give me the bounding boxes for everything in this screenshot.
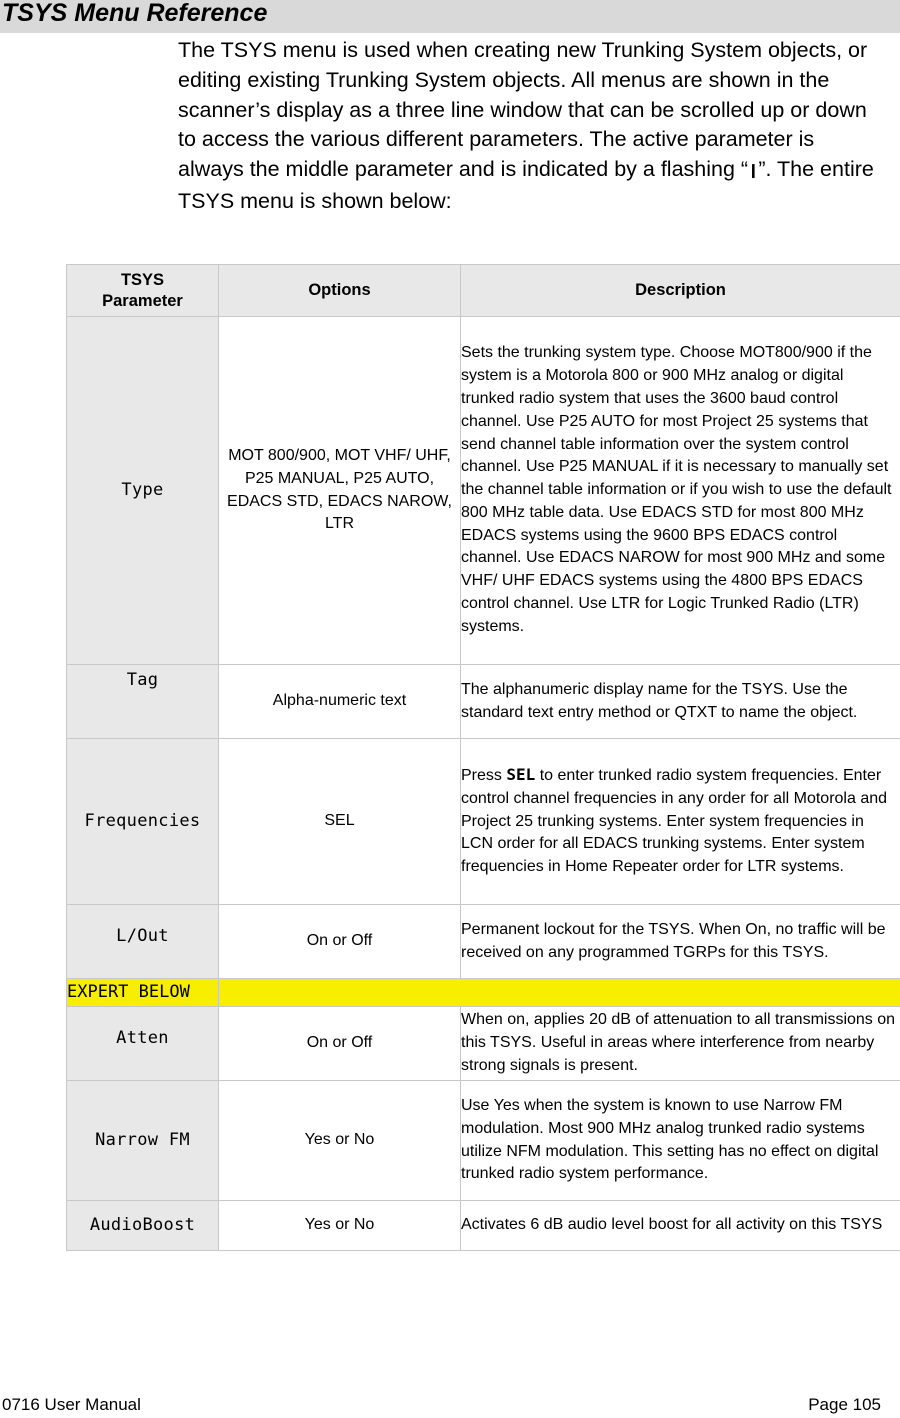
tsys-reference-table xyxy=(66,264,900,1251)
param-audioboost: AudioBoost xyxy=(67,1201,219,1251)
table-row-narrow-fm xyxy=(67,1081,900,1201)
expert-below-row xyxy=(67,979,900,1007)
options-audioboost: Yes or No xyxy=(219,1201,461,1251)
header-description: Description xyxy=(461,265,900,317)
footer-page-number: Page 105 xyxy=(808,1395,881,1414)
table-row-frequencies xyxy=(67,739,900,905)
description-audioboost: Activates 6 dB audio level boost for all activity on this TSYS xyxy=(461,1201,900,1251)
param-frequencies: Frequencies xyxy=(67,739,219,905)
flashing-cursor-icon: ❙ xyxy=(748,161,759,182)
options-atten: On or Off xyxy=(219,1007,461,1081)
table-row-audioboost xyxy=(67,1201,900,1251)
description-frequencies xyxy=(461,739,900,905)
description-press: Press xyxy=(461,767,507,784)
intro-paragraph xyxy=(178,36,878,217)
options-frequencies: SEL xyxy=(219,739,461,905)
sel-key-label: SEL xyxy=(506,765,536,784)
param-type: Type xyxy=(67,317,219,665)
section-title: TSYS Menu Reference xyxy=(2,0,268,27)
table-row-lockout xyxy=(67,905,900,979)
table-row-tag xyxy=(67,665,900,739)
options-type: MOT 800/900, MOT VHF/ UHF, P25 MANUAL, P25 AUTO, EDACS STD, EDACS NAROW, LTR xyxy=(219,317,461,665)
table-row-atten xyxy=(67,1007,900,1081)
table-header-row xyxy=(67,265,900,317)
description-atten: When on, applies 20 dB of attenuation to all transmissions on this TSYS. Useful in areas where interference from nearby strong signals is present. xyxy=(461,1007,900,1081)
header-options: Options xyxy=(219,265,461,317)
param-lockout: L/Out xyxy=(67,905,219,979)
header-parameter: TSYS Parameter xyxy=(67,265,219,317)
description-tag: The alphanumeric display name for the TSYS. Use the standard text entry method or QTXT to name the object. xyxy=(461,665,900,739)
section-title-bar xyxy=(0,0,900,33)
description-frequencies-text: to enter trunked radio system frequencies. Enter control channel frequencies in any order for all Motorola and Project 25 trunking systems. Enter system frequencies in LCN order for all EDACS trunking systems. Enter system frequencies in Home Repeater order for LTR systems. xyxy=(461,767,888,876)
expert-below-label: EXPERT BELOW xyxy=(67,979,219,1007)
description-lockout: Permanent lockout for the TSYS. When On, no traffic will be received on any programmed TGRPs for this TSYS. xyxy=(461,905,900,979)
param-atten: Atten xyxy=(67,1007,219,1081)
intro-text-after: ”. The entire TSYS menu is shown below: xyxy=(178,157,874,213)
options-narrow-fm: Yes or No xyxy=(219,1081,461,1201)
param-narrow-fm: Narrow FM xyxy=(67,1081,219,1201)
options-tag: Alpha-numeric text xyxy=(219,665,461,739)
footer-manual-name: 0716 User Manual xyxy=(2,1395,141,1414)
param-tag: Tag xyxy=(67,665,219,739)
options-lockout: On or Off xyxy=(219,905,461,979)
table-row-type xyxy=(67,317,900,665)
expert-below-fill xyxy=(219,979,900,1007)
description-type: Sets the trunking system type. Choose MOT800/900 if the system is a Motorola 800 or 900 MHz analog or digital trunked radio system that uses the 3600 baud control channel. Use P25 AUTO for most Project 25 systems that send channel table information over the system control channel. Use P25 MANUAL if it is necessary to manually set the channel table information or if you wish to use the default 800 MHz table data. Use EDACS STD for most 800 MHz EDACS systems using the 9600 BPS EDACS control channel. Use EDACS NAROW for most 900 MHz and some VHF/ UHF EDACS systems using the 4800 BPS EDACS control channel. Use LTR for Logic Trunked Radio (LTR) systems. xyxy=(461,317,900,665)
description-narrow-fm: Use Yes when the system is known to use Narrow FM modulation. Most 900 MHz analog trunked radio systems utilize NFM modulation. This setting has no effect on digital trunked radio system performance. xyxy=(461,1081,900,1201)
intro-text-before: The TSYS menu is used when creating new Trunking System objects, or editing existing Trunking System objects. All menus are shown in the scanner’s display as a three line window that can be scrolled up or down to access the various different parameters. The active parameter is always the middle parameter and is indicated by a flashing “ xyxy=(178,38,868,182)
